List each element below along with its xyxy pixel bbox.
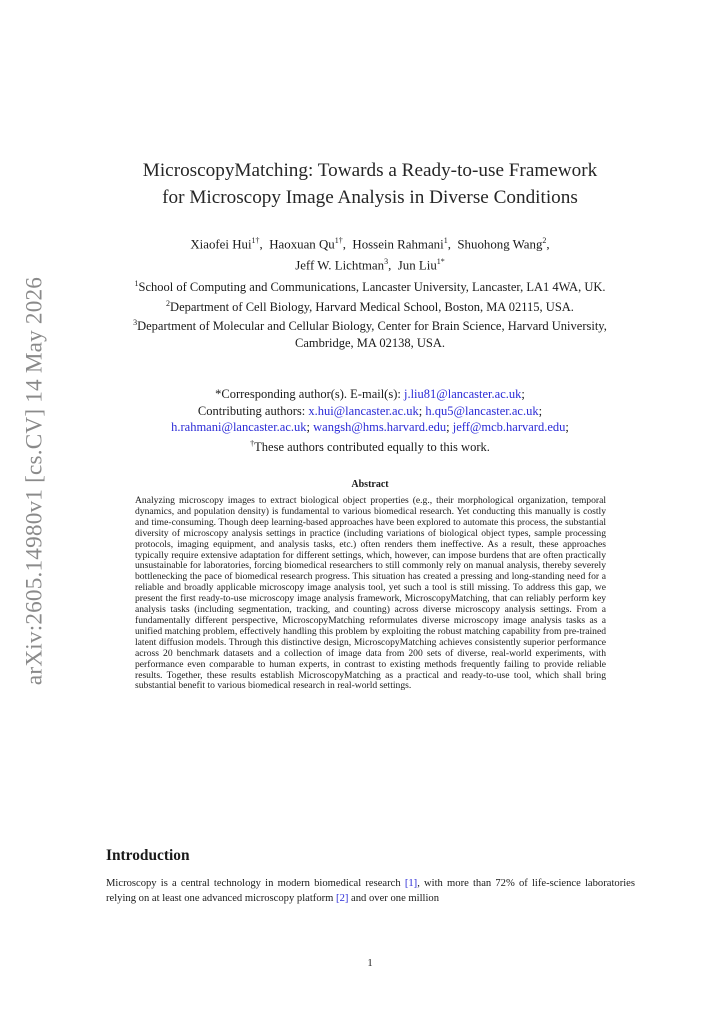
paper-title — [100, 157, 640, 211]
affiliation-list — [118, 276, 622, 351]
introduction-heading: Introduction — [106, 847, 190, 864]
author-marks: 1† — [334, 236, 343, 245]
contributing-email-link[interactable]: jeff@mcb.harvard.edu — [452, 420, 566, 435]
affiliation-item — [118, 296, 622, 316]
contributing-authors-line: Contributing authors: x.hui@lancaster.ac.uk; h.qu5@lancaster.ac.uk; — [197, 403, 543, 418]
citation-link[interactable]: [1] — [404, 878, 418, 889]
author-list: Xiaofei Hui$^{1\dagger}$, Haoxuan $Qu^{1\dagger}$, Hossein Rahmani$^1$, Shuohong Wang$^2$, Jeff W. Lichtman$^3$, Jun Liu$^{1*}$ — [190, 236, 550, 273]
author-marks: 1 — [443, 236, 448, 245]
author-name: Jun Liu — [397, 258, 437, 273]
author-name: Jeff W. Lichtman — [295, 258, 385, 273]
citation-link[interactable]: [2] — [336, 892, 349, 904]
intro-text: and over one million — [348, 892, 440, 904]
equal-contribution-text: These authors contributed equally to this work. — [254, 440, 490, 455]
author-name: Xiaofei Hui — [190, 237, 252, 252]
title-line-1: MicroscopyMatching: Towards a Ready-to-use Framework — [142, 160, 598, 181]
affiliation-item — [118, 276, 622, 296]
contributing-email-link[interactable]: h.rahmani@lancaster.ac.uk — [171, 420, 307, 435]
author-marks: 3 — [384, 257, 389, 267]
affiliation-text: School of Computing and Communications, Lancaster University, Lancaster, LA1 4WA, UK. — [138, 280, 606, 295]
abstract-heading: Abstract — [351, 479, 389, 490]
author-marks: 1† — [251, 236, 260, 245]
contributing-email-link[interactable]: h.qu5@lancaster.ac.uk — [425, 403, 539, 418]
corresponding-author-line: *Corresponding author(s). E-mail(s): j.liu81@lancaster.ac.uk; — [215, 387, 525, 401]
page-number: 1 — [367, 958, 373, 969]
intro-text: Microscopy is a central technology in modern biomedical research — [106, 878, 405, 889]
author-name: Hossein Rahmani — [352, 237, 444, 252]
author-name: Shuohong Wang — [457, 237, 543, 252]
contributing-email-link[interactable]: wangsh@hms.harvard.edu — [313, 420, 447, 435]
affiliation-number: 1 — [134, 279, 139, 288]
equal-contribution-note — [110, 436, 630, 456]
corresponding-label: *Corresponding author(s). E-mail(s): — [215, 387, 401, 401]
affiliation-text: Department of Cell Biology, Harvard Medical School, Boston, MA 02115, USA. — [170, 299, 574, 314]
author-marks: 2 — [542, 236, 547, 245]
arxiv-identifier-text: arXiv:2605.14980v1 [cs.CV] 14 May 2026 — [21, 276, 48, 686]
intro-text: , with more than 72% of life-science laboratories relying on at least one advanced microscopy platform — [106, 878, 635, 904]
author-name: Haoxuan Qu — [269, 237, 335, 252]
contributing-authors-line: h.rahmani@lancaster.ac.uk; wangsh@hms.harvard.edu; jeff@mcb.harvard.edu; — [171, 420, 569, 435]
abstract-body: Analyzing microscopy images to extract biological object properties (e.g., their morphological organization, temporal dynamics, and population density) is fundamental to various biomedical research. Yet conducting this manually is costly and time-consuming. Though deep learning-based approaches have been explored to automate this process, the substantial diversity of microscopy analysis settings in practice (including variations of biological object types, sample processing protocols, imaging equipment, and analysis tasks, etc.) often renders them ineffective. As a result, these approaches typically require extensive adaptation for different settings, which, however, can impose burdens that are often practically unsustainable for laboratories, forcing biomedical researchers to still commonly rely on manual analysis, thereby severely bottlenecking the pace of biomedical research progress. This situation has created a pressing and long-standing need for a reliable and broadly applicable microscopy image analysis tool, yet such a tool is still missing. To address this gap, we present the first ready-to-use microscopy image analysis framework, MicroscopyMatching, that can reliably perform key analysis tasks (including segmentation, tracking, and counting) across diverse microscopy analysis settings. From a fundamentally different perspective, MicroscopyMatching reformulates diverse microscopy image analysis tasks as a unified matching problem, effectively handling this problem by exploiting the robust matching capability from pre-trained latent diffusion models. Through this distinctive design, MicroscopyMatching achieves consistently superior performance across 20 benchmark datasets and a collection of image data from 200 sets of diverse, real-world experiments, with performance even comparable to human experts, in contrast to existing methods frequently failing to provide reliable results. Together, these results establish MicroscopyMatching as a practical and ready-to-use tool, which shall bring substantial benefit to various biomedical research in real-world settings. — [135, 495, 606, 692]
affiliation-number: 3 — [133, 318, 138, 328]
contributing-label: Contributing authors: — [197, 403, 306, 418]
contributing-email-link[interactable]: x.hui@lancaster.ac.uk — [308, 403, 419, 418]
dagger-mark: † — [250, 439, 255, 449]
corresponding-email-link[interactable]: j.liu81@lancaster.ac.uk — [403, 387, 522, 401]
introduction-paragraph — [106, 877, 635, 906]
title-line-2: for Microscopy Image Analysis in Diverse Conditions — [162, 187, 578, 208]
affiliation-text: Department of Molecular and Cellular Biology, Center for Brain Science, Harvard University, Cambridge, MA 02138, USA. — [137, 319, 607, 350]
correspondence-block — [110, 386, 630, 456]
arxiv-identifier-stamp — [12, 276, 58, 686]
affiliation-item — [118, 315, 622, 351]
affiliation-number: 2 — [166, 298, 171, 308]
author-marks: 1* — [436, 257, 445, 267]
